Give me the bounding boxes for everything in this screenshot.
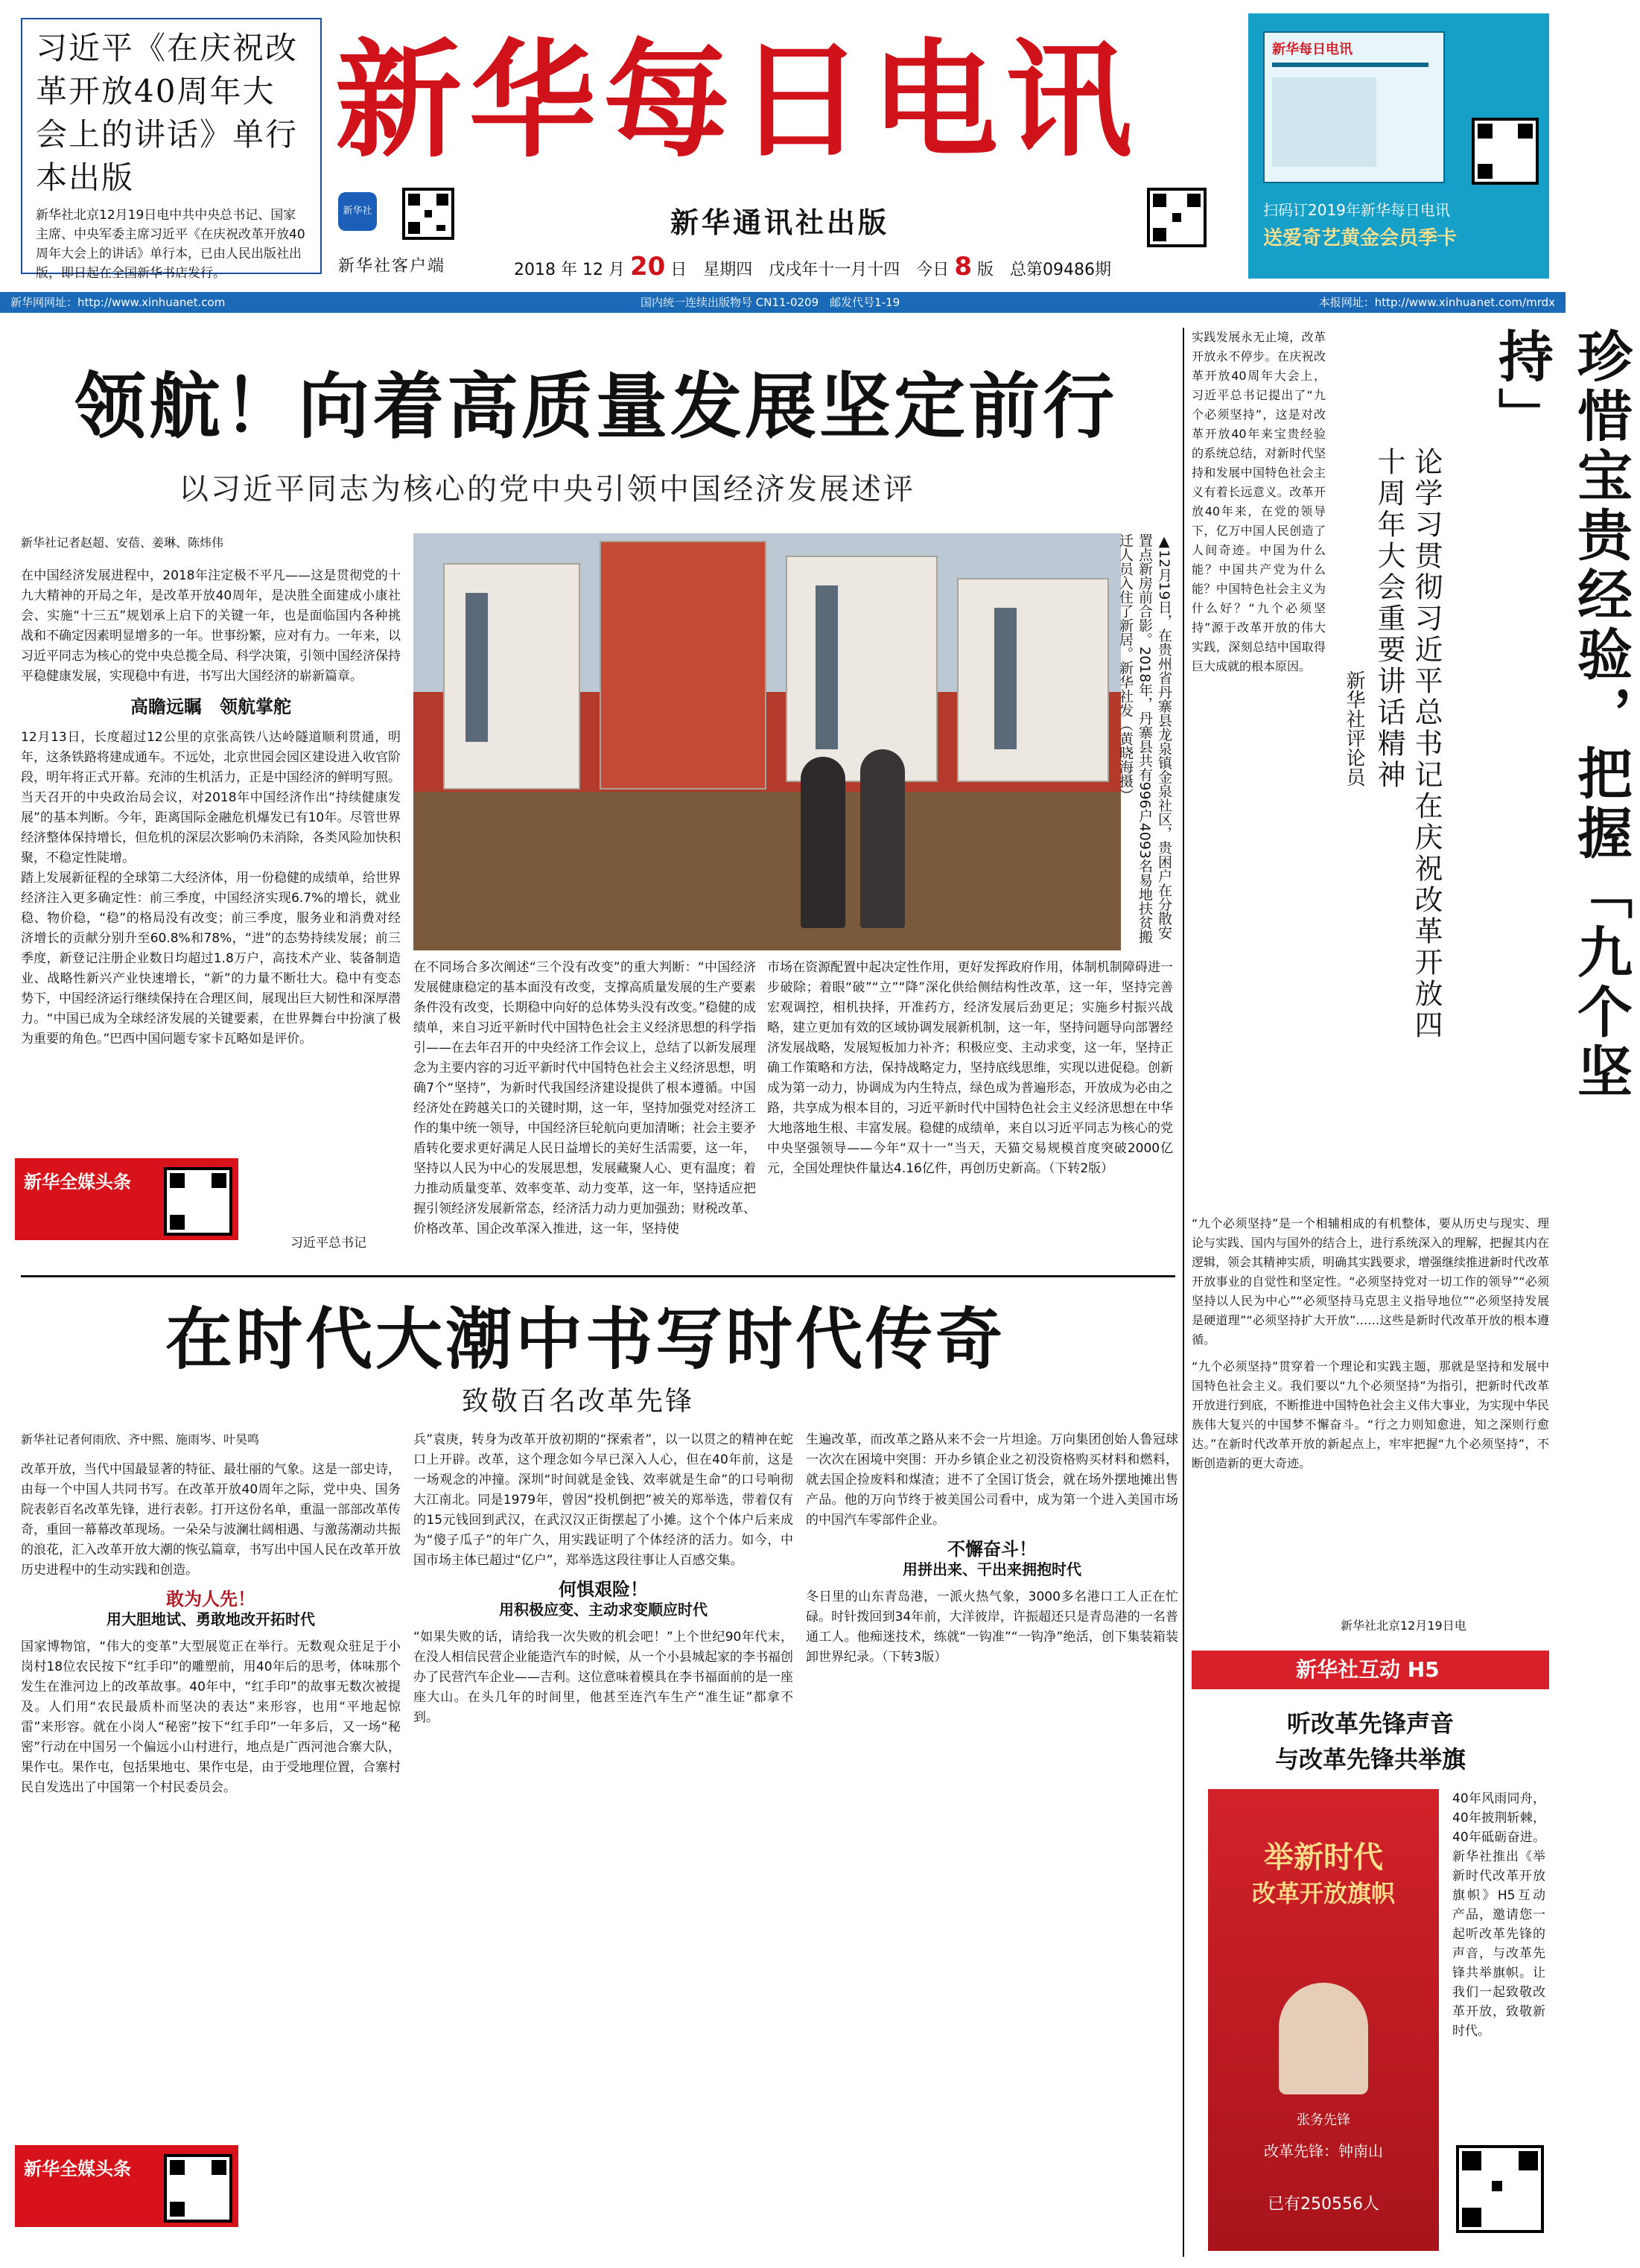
promo-banner[interactable] (15, 1158, 238, 1240)
dateline (514, 252, 1111, 282)
client-label: 新华社客户端 (338, 257, 446, 276)
commentary-body-2: “九个必须坚持”是一个相辅相成的有机整体，要从历史与现实、理论与实践、国内与国外的结合上，进行系统深入的理解，把握其内在逻辑，领会其精神实质，明确其实践要求，增强继续推进新时代改革开放事业的自觉性和坚定性。“必须坚持党对一切工作的领导”“必须坚持以人民为中心”“必须坚持马克思主义指导地位”“必须坚持发展是硬道理”“必须坚持扩大开放”……这些是新时代改革开放的根本遵循。 (1192, 1216, 1550, 1347)
second-para-1: 改革开放，当代中国最显著的特征、最壮丽的气象。这是一部史诗，由每一个中国人共同书写。在改革开放40周年之际，党中央、国务院表彰百名改革先锋，进行表彰。打开这份名单，重温一部部改革传奇，重回一幕幕改革现场。一朵朵与波澜壮阔相遇、与激荡潮动共振的浪花，汇入改革开放大潮的恢弘篇章，书写出中国人民在改革开放历史进程中的生动实践和创造。 (21, 1462, 401, 1578)
promo-banner[interactable] (15, 2145, 238, 2227)
lead-para-3: 踏上发展新征程的全球第二大经济体，用一份稳健的成绩单，给世界经济注入更多确定性：前三季度，中国经济实现6.7%的增长，就业稳、物价稳，“稳”的格局没有改变；前三季度，服务业和消费对经济增长的贡献分别升至60.8%和78%，“进”的态势持续发展；前三季度，新登记注册企业数日均超过1.8万户，高技术产业、装备制造业、战略性新兴产业快速增长，“新”的力量不断壮大。稳中有变态势下，中国经济运行继续保持在合理区间，展现出巨大韧性和深厚潜力。“中国已成为全球经济发展的关键要素，在世界舞台中扮演了极为重要的角色。”巴西中国问题专家卡瓦略如是评价。 (21, 871, 401, 1046)
second-subheadline: 致敬百名改革先锋 (462, 1386, 695, 1417)
h5-title (1192, 1706, 1549, 1777)
lead-byline: 新华社记者赵超、安蓓、姜琳、陈炜伟 (21, 536, 224, 550)
photo-caption: ▲12月19日，在贵州省丹寨县龙泉镇金泉社区，贵困户在分散安置点新房前合影。2018年，丹寨县共有996户4093名易地扶贫搬迁人员入住了新居。新华社发（黄晓海摄） (1117, 533, 1172, 944)
xinhua-logo: 新华社 (338, 192, 377, 231)
second-section-2: 何惧艰险！ (559, 1579, 648, 1600)
lead-subheadline: 以习近平同志为核心的党中央引领中国经济发展述评 (179, 472, 915, 506)
h5-title-1: 听改革先锋声音 (1286, 1709, 1454, 1738)
poster-subtitle: 改革开放旗帜 (1251, 1879, 1395, 1908)
lead-para-1: 在中国经济发展进程中，2018年注定极不平凡——这是贯彻党的十九大精神的开局之年，是改革开放40周年，是决胜全面建成小康社会、实施“十三五”规划承上启下的关键一年，也是面临国内各种挑战和不确定因素明显增多的一年。世事纷繁，应对有力。一年来，以习近平同志为核心的党中央总揽全局、科学决策，引领中国经济保持平稳健康发展，实现稳中有进，书写出大国经济的崭新篇章。 (21, 568, 401, 684)
second-para-2: 国家博物馆，“伟大的变革”大型展览正在举行。无数观众驻足于小岗村18位农民按下“红手印”的雕塑前，用40年后的思考，体味那个发生在淮河边上的改革故事。40年中，“红手印”的故事无数次被提及。人们用“农民最质朴而坚决的表达”来形容，也用“平地起惊雷”来形容。就在小岗人“秘密”按下“红手印”一年多后，又一场“秘密”行动在中国另一个偏远小山村进行，地点是广西河池合寨大队，果作屯。果作屯，包括果地屯、果作屯是，由于受地理位置，合寨村民自发选出了中国第一个村民委员会。 (21, 1639, 401, 1795)
second-para-5: 生遍改革，而改革之路从来不会一片坦途。万向集团创始人鲁冠球一次次在困境中突围：开办乡镇企业之初没资格购买材料和燃料，就去国企捡废料和煤渣；进不了全国订货会，就在场外摆地摊出售产品。他的万向节终于被美国公司看中，成为第一个进入美国市场的中国汽车零部件企业。 (806, 1432, 1178, 1528)
commentary-body-1: 实践发展永无止境，改革开放永不停步。在庆祝改革开放40周年大会上，习近平总书记提出了“九个必须坚持”，这是对改革开放40年来宝贵经验的系统总结，对新时代坚持和发展中国特色社会主义有着长远意义。改革开放40年来，在党的领导下，亿万中国人民创造了人间奇迹。中国为什么能？中国共产党为什么能？中国特色社会主义为什么好？“九个必须坚持”源于改革开放的伟大实践，深刻总结中国取得巨大成就的根本原因。 (1192, 330, 1326, 673)
qr-code-icon[interactable] (402, 188, 454, 240)
poster-name: 张务先锋 (1297, 2112, 1350, 2128)
commentary-title: 珍惜宝贵经验，把握「九个坚持」 (1490, 328, 1633, 1102)
second-section-1: 敢为人先！ (166, 1589, 255, 1610)
lead-para-4: 在不同场合多次阐述“三个没有改变”的重大判断：“中国经济发展健康稳定的基本面没有改变，支撑高质量发展的生产要素条件没有改变，长期稳中向好的总体势头没有改变。”稳健的成绩单，来自习近平新时代中国特色社会主义经济思想的科学指引——在去年召开的中央经济工作会议上，总结了以新发展理念为主要内容的习近平新时代中国特色社会主义经济思想，明确7个“坚持”，为新时代我国经济建设提供了根本遵循。中国经济处在跨越关口的关键时期，这一年，坚持加强党对经济工作的集中统一领导，中国经济巨轮航向更加清晰；社会主要矛盾转化要求更好满足人民日益增长的美好生活需要，这一年，坚持以人民为中心的发展思想，发展藏聚人心、更有温度；着力推动质量变革、效率变革、动力变革，这一年，坚持适应把握引领经济发展新常态，经济活力动力更加强劲；财税改革、价格改革、国企改革深入推进，这一年，坚持使 (413, 960, 756, 1236)
second-headline: 在时代大潮中书写时代传奇 (165, 1300, 1005, 1379)
second-col-1 (21, 1460, 401, 2153)
top-news-box (21, 18, 322, 281)
qr-code-icon[interactable] (164, 2154, 232, 2223)
date-prefix: 2018 年 12 月 (514, 261, 625, 279)
ad-line-1: 扫码订2019年新华每日电讯 (1263, 201, 1450, 219)
date-day: 20 (629, 252, 666, 282)
avatar (1279, 1983, 1368, 2094)
divider (1183, 328, 1184, 2257)
poster-role: 改革先锋：钟南山 (1264, 2142, 1383, 2160)
divider (21, 1275, 1175, 1277)
promo-label: 新华全媒头条 (24, 2159, 131, 2179)
publisher-label: 新华通讯社出版 (670, 206, 890, 239)
ad-paper-image (1263, 31, 1445, 183)
qr-code-icon[interactable] (164, 1167, 232, 1236)
top-news-title: 习近平《在庆祝改革开放40周年大会上的讲话》单行本出版 (36, 30, 299, 196)
second-para-3: 兵”袁庚，转身为改革开放初期的“探索者”，以一以贯之的精神在蛇口上开辟。改革，这个理念如今早已深入人心，但在40年前，这是一场观念的冲撞。深圳“时间就是金钱、效率就是生命”的口号响彻大江南北。同是1979年，曾因“投机倒把”被关的郑举选，带着仅有的15元钱回到武汉，在武汉汉正街摆起了小摊。这个个体户后来成为“傻子瓜子”的年广久，用实践证明了个体经济的活力。如今，中国市场主体已超过“亿户”，郑举选这段往事让人百感交集。 (413, 1432, 793, 1568)
lead-col-2 (413, 958, 756, 1271)
second-section-1b: 用大胆地试、勇敢地改开拓时代 (107, 1610, 315, 1628)
qr-code-icon[interactable] (1456, 2145, 1544, 2233)
issn-info: 国内统一连续出版物号 CN11-0209 邮发代号1-19 (641, 296, 900, 309)
subscription-ad[interactable] (1248, 13, 1549, 279)
qr-code-icon[interactable] (1472, 118, 1539, 185)
paper-url[interactable]: 本报网址：http://www.xinhuanet.com/mrdx (1318, 296, 1555, 309)
commentary-col-1 (1192, 328, 1326, 1207)
top-news-text: 新华社北京12月19日电中共中央总书记、国家主席、中央军委主席习近平《在庆祝改革开放40周年大会上的讲话》单行本，已由人民出版社出版，即日起在全国新华书店发行。 (36, 208, 305, 281)
lead-col-3 (767, 958, 1173, 1271)
lead-section-1: 高瞻远瞩 领航掌舵 (130, 696, 291, 717)
second-col-3 (806, 1430, 1178, 2257)
commentary-col-2 (1192, 1214, 1549, 1631)
second-col-2 (413, 1430, 793, 2257)
ad-line-2: 送爱奇艺黄金会员季卡 (1263, 227, 1458, 250)
lead-photo (413, 533, 1121, 950)
page-count: 8 (954, 252, 972, 282)
qr-code-icon[interactable] (1147, 188, 1207, 247)
poster-title: 举新时代 (1264, 1840, 1383, 1875)
person-figure (860, 749, 905, 928)
h5-title-2: 与改革先锋共举旗 (1274, 1745, 1466, 1773)
second-section-3b: 用拼出来、干出来拥抱时代 (903, 1560, 1081, 1578)
h5-bar: 新华社互动 H5 (1192, 1651, 1549, 1689)
commentary-body-3: “九个必须坚持”贯穿着一个理论和实践主题，那就是坚持和发展中国特色社会主义。我们要以“九个必须坚持”为指引，把新时代改革开放进行到底，不断推进中国特色社会主义伟大事业，为实现中华民族伟大复兴的中国梦不懈奋斗。“行之力则知愈进，知之深则行愈达。”在新时代改革开放的新起点上，牢牢把握“九个必须坚持”，不断创造新的更大奇迹。 (1192, 1359, 1550, 1470)
commentary-author: 新华社评论员 (1343, 670, 1365, 787)
promo-note: 习近平总书记 (290, 1236, 366, 1251)
issue-number: 版 总第09486期 (976, 261, 1111, 279)
date-suffix: 日 星期四 戊戌年十一月十四 今日 (670, 261, 950, 279)
lead-headline: 领航！向着高质量发展坚定前行 (74, 365, 1117, 448)
url-bar (0, 292, 1566, 313)
second-section-3: 不懈奋斗！ (947, 1539, 1037, 1560)
commentary-subtitle: 论学习贯彻习近平总书记在庆祝改革开放四十周年大会重要讲话精神 (1373, 447, 1443, 1041)
masthead: 新华每日电讯 (335, 26, 1140, 175)
ad-paper-title: 新华每日电讯 (1272, 42, 1353, 57)
second-para-6: 冬日里的山东青岛港，一派火热气象，3000多名港口工人正在忙碌。时针拨回到34年前，大洋彼岸，许振超还只是青岛港的一名普通工人。他痴迷技术，练就“一钩准”“一钩净”绝活，创下集装箱装卸世界纪录。（下转3版） (806, 1589, 1178, 1665)
promo-label: 新华全媒头条 (24, 1172, 131, 1192)
xinhuanet-url[interactable]: 新华网网址：http://www.xinhuanet.com (10, 296, 226, 309)
commentary-dateline: 新华社北京12月19日电 (1341, 1619, 1466, 1633)
lead-para-5: 市场在资源配置中起决定性作用，更好发挥政府作用，体制机制障碍进一步破除；着眼“破”“立”“降”深化供给侧结构性改革，这一年，坚持完善宏观调控，相机抉择，开准药方，经济发展后劲更足；实施乡村振兴战略，建立更加有效的区域协调发展新机制，这一年，坚持问题导向部署经济发展战略，发展短板加力补齐；积极应变、主动求变，这一年，坚持正确工作策略和方法，保持战略定力，坚持底线思维，实现以进促稳。创新成为第一动力，协调成为内生特点，绿色成为普遍形态，开放成为必由之路，共享成为根本目的，习近平新时代中国特色社会主义经济思想在中华大地落地生根、丰富发展。稳健的成绩单，来自以习近平同志为核心的党中央坚强领导——今年“双十一”当天，天猫交易规模首度突破2000亿元，全国处理快件量达4.16亿件，再创历史新高。（下转2版） (767, 960, 1173, 1176)
h5-poster[interactable] (1208, 1789, 1439, 2251)
second-section-2b: 用积极应变、主动求变顺应时代 (499, 1601, 708, 1619)
person-figure (801, 757, 845, 928)
second-para-4: “如果失败的话，请给我一次失败的机会吧！”上个世纪90年代末，在没人相信民营企业能造汽车的时候，从一个小县城起家的李书福创办了民营汽车企业——吉利。这位意味着模具在李书福面前的是一座座大山。在头几年的时间里，他甚至连汽车生产“准生证”都拿不到。 (413, 1630, 793, 1725)
poster-count: 已有250556人 (1268, 2195, 1379, 2214)
h5-side-text: 40年风雨同舟，40年披荆斩棘，40年砥砺奋进。新华社推出《举新时代改革开放旗帜》H5互动产品，邀请您一起听改革先锋的声音，与改革先锋共举旗帜。让我们一起致敬改革开放，致敬新时代。 (1452, 1791, 1545, 2039)
second-byline: 新华社记者何雨欣、齐中熙、施雨岑、叶昊鸣 (21, 1432, 260, 1446)
lead-para-2: 12月13日，长度超过12公里的京张高铁八达岭隧道顺利贯通，明年，这条铁路将建成通车。不远处，北京世园会园区建设进入收官阶段，明年将正式开幕。充沛的生机活力，正是中国经济的鲜明写照。当天召开的中央政治局会议，对2018年中国经济作出“持续健康发展”的基本判断。今年，距离国际金融危机爆发已有10年。尽管世界经济整体保持增长，但危机的深层次影响仍未消除，各类风险加快积聚，不稳定性陡增。 (21, 730, 401, 865)
